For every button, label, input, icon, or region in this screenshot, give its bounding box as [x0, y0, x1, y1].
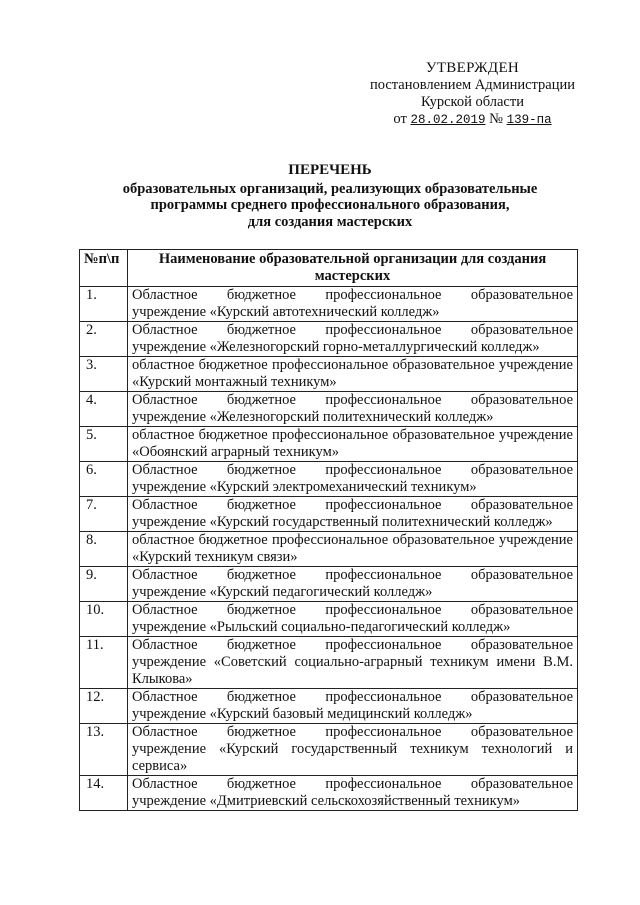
- table-row: [80, 689, 578, 724]
- approval-line-2: Курской области: [421, 94, 524, 110]
- row-number: 2.: [80, 322, 128, 357]
- table-row: [80, 637, 578, 689]
- approval-date: 28.02.2019: [410, 113, 486, 127]
- table-body: [80, 287, 578, 811]
- organization-name: областное бюджетное профессиональное образовательное учреждение «Курский техникум связи»: [128, 532, 578, 567]
- row-number: 1.: [80, 287, 128, 322]
- organizations-table: [79, 249, 578, 811]
- table-row: [80, 532, 578, 567]
- column-header-number: №п\п: [80, 250, 128, 287]
- table-row: [80, 602, 578, 637]
- table-row: [80, 322, 578, 357]
- column-header-name: Наименование образовательной организации для создания мастерских: [128, 250, 578, 287]
- table-row: [80, 287, 578, 322]
- heading-line-1: образовательных организаций, реализующих образовательные: [122, 180, 538, 197]
- table-header-row: [80, 250, 578, 287]
- approval-date-line: [355, 111, 590, 129]
- organization-name: Областное бюджетное профессиональное образовательное учреждение «Курский автотехнический колледж»: [128, 287, 578, 322]
- organization-name: областное бюджетное профессиональное образовательное учреждение «Курский монтажный техникум»: [128, 357, 578, 392]
- table-row: [80, 567, 578, 602]
- table-row: [80, 392, 578, 427]
- row-number: 8.: [80, 532, 128, 567]
- row-number: 7.: [80, 497, 128, 532]
- organization-name: Областное бюджетное профессиональное образовательное учреждение «Курский педагогический колледж»: [128, 567, 578, 602]
- row-number: 11.: [80, 637, 128, 689]
- table-row: [80, 724, 578, 776]
- heading-line-2: программы среднего профессионального образования,: [150, 197, 510, 213]
- row-number: 13.: [80, 724, 128, 776]
- row-number: 12.: [80, 689, 128, 724]
- organization-name: Областное бюджетное профессиональное образовательное учреждение «Советский социально-аграрный техникум имени В.М. Клыкова»: [128, 637, 578, 689]
- heading-line-3: для создания мастерских: [247, 213, 413, 230]
- table-row: [80, 462, 578, 497]
- row-number: 14.: [80, 776, 128, 811]
- table-row: [80, 427, 578, 462]
- row-number: 4.: [80, 392, 128, 427]
- approval-number: 139-па: [506, 113, 552, 127]
- organization-name: Областное бюджетное профессиональное образовательное учреждение «Железногорский политехнический колледж»: [128, 392, 578, 427]
- organization-name: Областное бюджетное профессиональное образовательное учреждение «Курский государственный политехнический колледж»: [128, 497, 578, 532]
- table-row: [80, 776, 578, 811]
- table-row: [80, 497, 578, 532]
- number-sign: №: [489, 111, 503, 127]
- document-heading: [70, 162, 590, 230]
- organization-name: Областное бюджетное профессиональное образовательное учреждение «Курский электромеханический техникум»: [128, 462, 578, 497]
- organization-name: Областное бюджетное профессиональное образовательное учреждение «Курский государственный техникум технологий и сервиса»: [128, 724, 578, 776]
- approval-stamp: [355, 60, 590, 129]
- organization-name: Областное бюджетное профессиональное образовательное учреждение «Дмитриевский сельскохозяйственный техникум»: [128, 776, 578, 811]
- table-row: [80, 357, 578, 392]
- date-prefix: от: [393, 111, 407, 127]
- row-number: 6.: [80, 462, 128, 497]
- organization-name: Областное бюджетное профессиональное образовательное учреждение «Рыльский социально-педагогический колледж»: [128, 602, 578, 637]
- organization-name: областное бюджетное профессиональное образовательное учреждение «Обоянский аграрный техникум»: [128, 427, 578, 462]
- row-number: 5.: [80, 427, 128, 462]
- heading-title: ПЕРЕЧЕНЬ: [288, 162, 372, 178]
- row-number: 3.: [80, 357, 128, 392]
- organization-name: Областное бюджетное профессиональное образовательное учреждение «Железногорский горно-металлургический колледж»: [128, 322, 578, 357]
- organization-name: Областное бюджетное профессиональное образовательное учреждение «Курский базовый медицинский колледж»: [128, 689, 578, 724]
- row-number: 9.: [80, 567, 128, 602]
- approval-line-1: постановлением Администрации: [369, 77, 576, 93]
- row-number: 10.: [80, 602, 128, 637]
- approval-title: УТВЕРЖДЕН: [425, 60, 520, 76]
